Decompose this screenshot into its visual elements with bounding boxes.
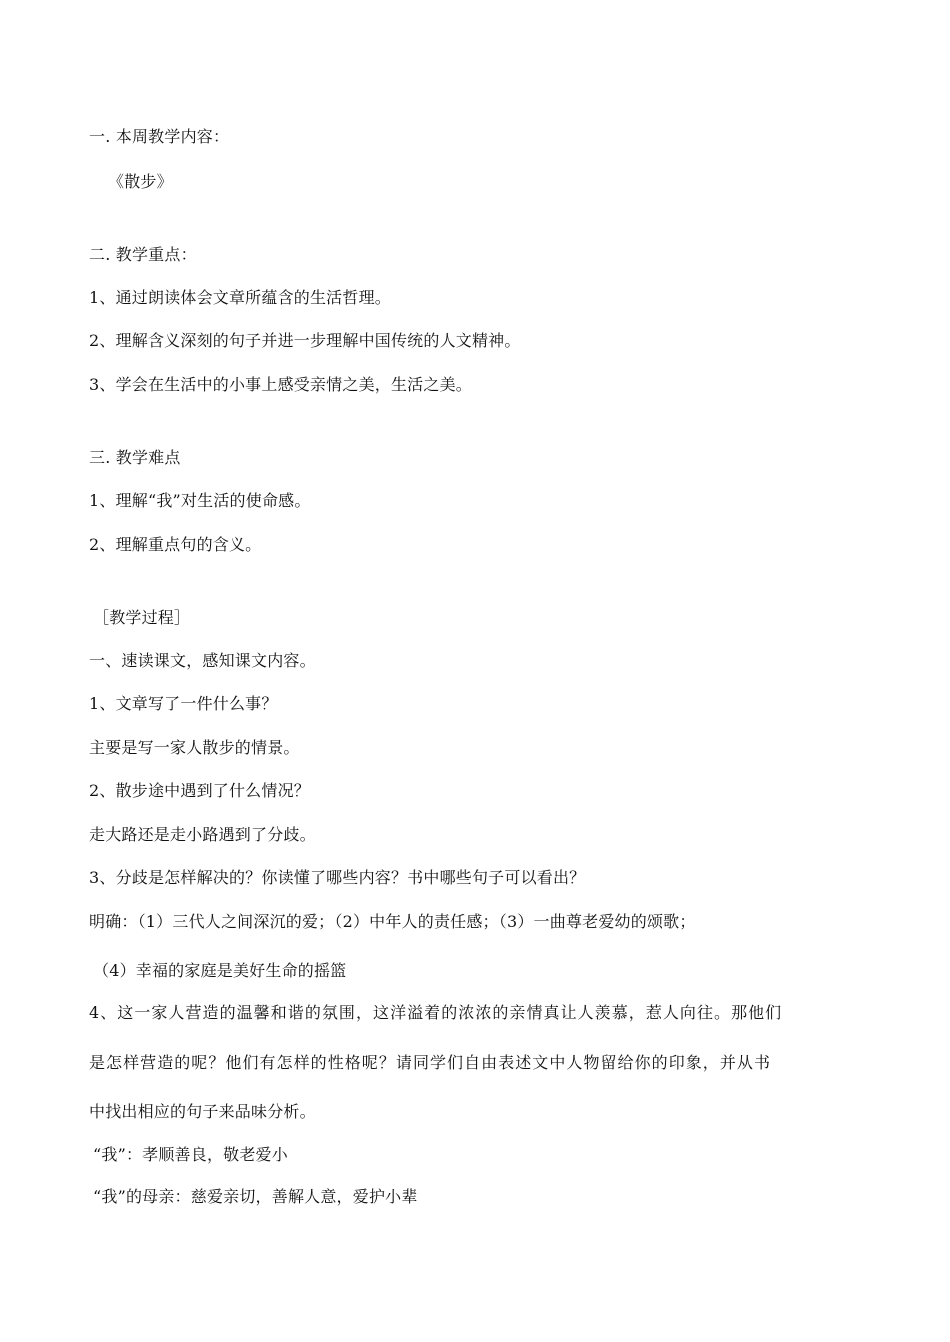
answer-3-part-1: 明确：（1）三代人之间深沉的爱；（2）中年人的责任感；（3）一曲尊老爱幼的颂歌； bbox=[89, 912, 696, 931]
section-heading-key-points: 二. 教学重点： bbox=[89, 245, 197, 264]
difficulty-2: 2、理解重点句的含义。 bbox=[89, 535, 262, 554]
character-me: “我”：孝顺善良，敬老爱小 bbox=[93, 1145, 288, 1164]
question-1: 1、文章写了一件什么事？ bbox=[89, 694, 278, 713]
question-4-line-3: 中找出相应的句子来品味分析。 bbox=[89, 1102, 316, 1121]
difficulty-1: 1、理解“我”对生活的使命感。 bbox=[89, 491, 311, 510]
character-mother: “我”的母亲：慈爱亲切，善解人意，爱护小辈 bbox=[93, 1187, 418, 1206]
answer-1: 主要是写一家人散步的情景。 bbox=[89, 738, 300, 757]
key-point-2: 2、理解含义深刻的句子并进一步理解中国传统的人文精神。 bbox=[89, 331, 521, 350]
question-3: 3、分歧是怎样解决的？你读懂了哪些内容？书中哪些句子可以看出？ bbox=[89, 868, 586, 887]
key-point-1: 1、通过朗读体会文章所蕴含的生活哲理。 bbox=[89, 288, 391, 307]
key-point-3: 3、学会在生活中的小事上感受亲情之美，生活之美。 bbox=[89, 375, 472, 394]
question-4-line-2: 是怎样营造的呢？他们有怎样的性格呢？请同学们自由表述文中人物留给你的印象，并从书 bbox=[89, 1053, 772, 1072]
answer-2: 走大路还是走小路遇到了分歧。 bbox=[89, 825, 316, 844]
lesson-title: 《散步》 bbox=[108, 172, 173, 191]
section-heading-weekly-content: 一. 本周教学内容： bbox=[89, 127, 230, 146]
section-heading-difficulties: 三. 教学难点 bbox=[89, 448, 181, 467]
answer-3-part-2: （4）幸福的家庭是美好生命的摇篮 bbox=[93, 961, 347, 980]
section-heading-process: ［教学过程］ bbox=[93, 608, 191, 627]
question-4-line-1: 4、这一家人营造的温馨和谐的氛围，这洋溢着的浓浓的亲情真让人羡慕，惹人向往。那他们 bbox=[89, 1003, 783, 1022]
process-step-1: 一、速读课文，感知课文内容。 bbox=[89, 651, 316, 670]
question-2: 2、散步途中遇到了什么情况？ bbox=[89, 781, 310, 800]
